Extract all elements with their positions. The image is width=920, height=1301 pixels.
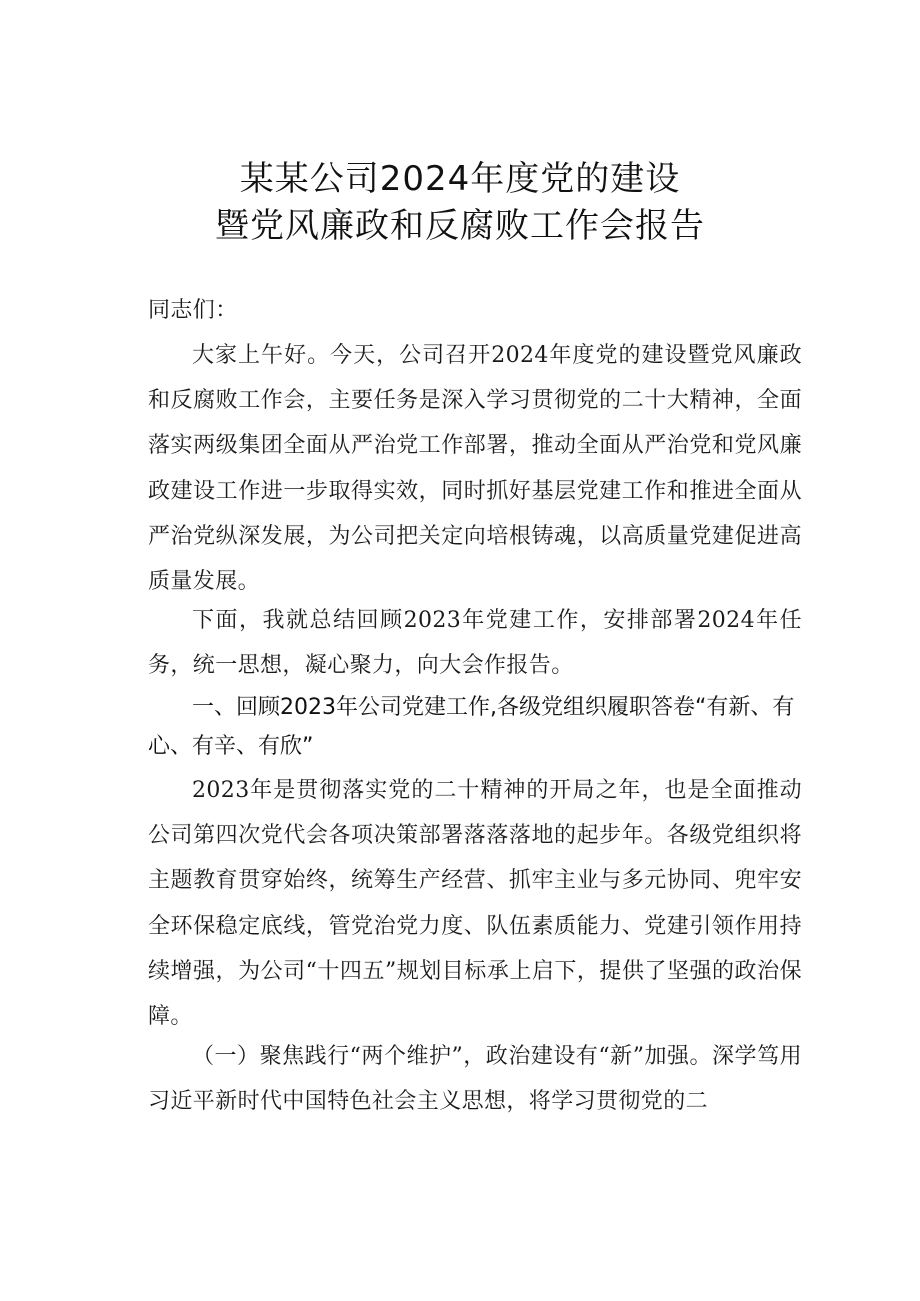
- paragraph-political-building: （一）聚焦践行“两个维护”，政治建设有“新”加强。深学笃用习近平新时代中国特色社会主义思想，将学习贯彻党的二: [148, 1044, 802, 1115]
- paragraph-opening: 大家上午好。今天，公司召开2024年度党的建设暨党风廉政和反腐败工作会，主要任务是深入学习贯彻党的二十大精神，全面落实两级集团全面从严治党工作部署，推动全面从严治党和党风廉政建设工作进一步取得实效，同时抓好基层党建工作和推进全面从严治党纵深发展，为公司把关定向培根铸魂，以高质量党建促进高质量发展。: [148, 343, 802, 595]
- paragraph-review-2023: 2023年是贯彻落实党的二十精神的开局之年，也是全面推动公司第四次党代会各项决策部署落落落地的起步年。各级党组织将主题教育贯穿始终，统筹生产经营、抓牢主业与多元协同、兜牢安全环保稳定底线，管党治党力度、队伍素质能力、党建引领作用持续增强，为公司“十四五”规划目标承上启下，提供了坚强的政治保障。: [148, 778, 802, 1030]
- section-heading-1: 一、回顾2023年公司党建工作,各级党组织履职答卷“有新、有心、有辛、有欣”: [148, 695, 795, 759]
- document-title-line1: 某某公司2024年度党的建设: [239, 159, 681, 199]
- paragraph-overview: 下面，我就总结回顾2023年党建工作，安排部署2024年任务，统一思想，凝心聚力，向大会作报告。: [148, 608, 802, 679]
- document-title-line2: 暨党风廉政和反腐败工作会报告: [215, 206, 705, 246]
- salutation: 同志们：: [148, 298, 238, 323]
